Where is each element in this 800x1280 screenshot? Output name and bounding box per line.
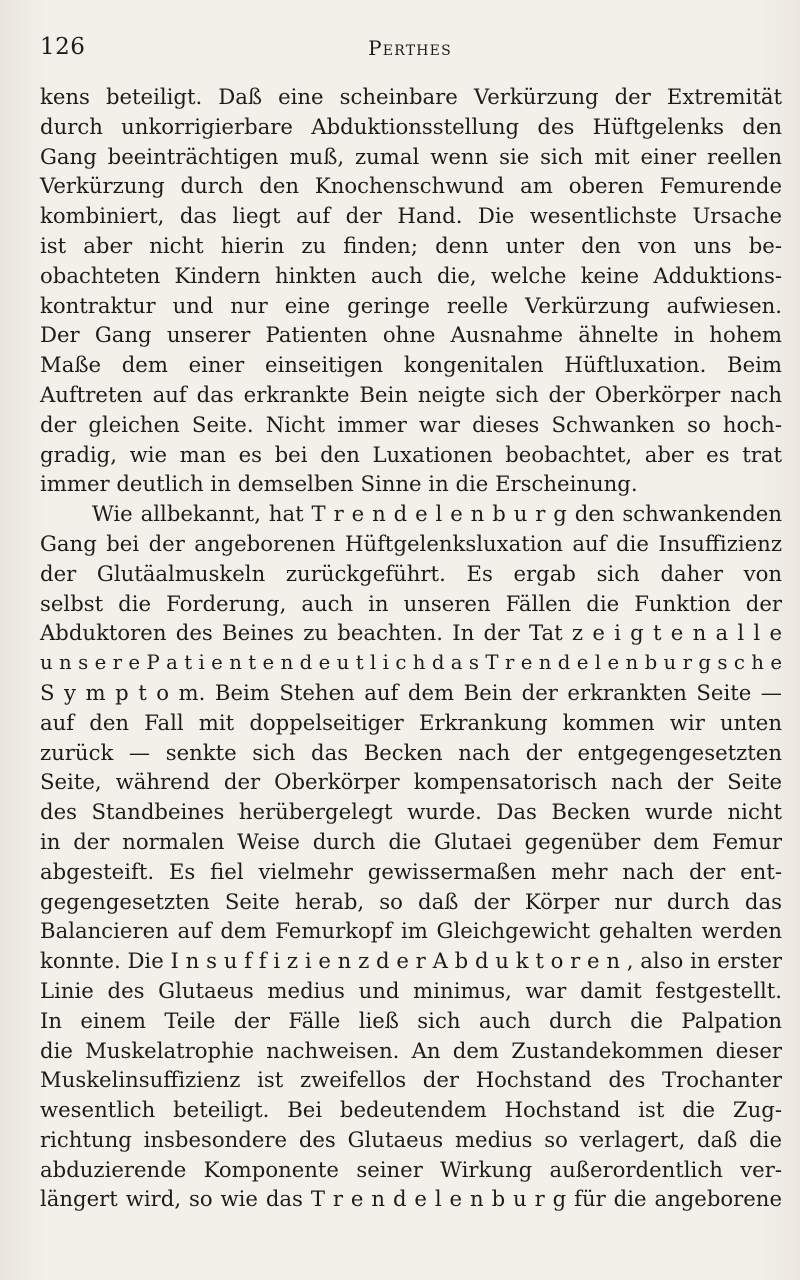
- text-line: zurück — senkte sich das Becken nach der entgegengesetzten: [40, 739, 782, 765]
- text-line: in der normalen Weise durch die Glutaei gegenüber dem Femur: [40, 828, 782, 854]
- page-number: 126: [40, 34, 86, 60]
- text-line: längert wird, so wie das T r e n d e l e n b u r g für die angeborene: [40, 1186, 782, 1212]
- text-line: gegengesetzten Seite herab, so daß der Körper nur durch das: [40, 888, 782, 914]
- text-line: Auftreten auf das erkrankte Bein neigte sich der Oberkörper nach: [40, 381, 782, 407]
- text-line: Balancieren auf dem Femurkopf im Gleichgewicht gehalten werden: [40, 918, 782, 944]
- text-line: abduzierende Komponente seiner Wirkung außerordentlich ver-: [40, 1156, 782, 1182]
- text-line: Muskelinsuffizienz ist zweifellos der Hochstand des Trochanter: [40, 1067, 782, 1093]
- text-line: gradig, wie man es bei den Luxationen beobachtet, aber es trat: [40, 441, 782, 467]
- text-line: kontraktur und nur eine geringe reelle Verkürzung aufwiesen.: [40, 292, 782, 318]
- text-line: Maße dem einer einseitigen kongenitalen Hüftluxation. Beim: [40, 352, 782, 378]
- text-line: immer deutlich in demselben Sinne in die Erscheinung.: [40, 471, 638, 497]
- text-line: konnte. Die I n s u f f i z i e n z d e r A b d u k t o r e n , also in erster: [40, 948, 782, 974]
- text-line: Gang beeinträchtigen muß, zumal wenn sie sich mit einer reellen: [40, 143, 782, 169]
- text-line: des Standbeines herübergelegt wurde. Das Becken wurde nicht: [40, 799, 782, 825]
- text-line: Seite, während der Oberkörper kompensatorisch nach der Seite: [40, 769, 782, 795]
- running-head: Perthes: [368, 36, 452, 60]
- text-line: wesentlich beteiligt. Bei bedeutendem Hochstand ist die Zug-: [40, 1097, 782, 1123]
- text-line: Gang bei der angeborenen Hüftgelenksluxation auf die Insuffizienz: [40, 530, 782, 556]
- text-line: Wie allbekannt, hat T r e n d e l e n b u r g den schwankenden: [92, 501, 782, 527]
- body-text: [40, 82, 782, 1214]
- text-line: selbst die Forderung, auch in unseren Fällen die Funktion der: [40, 590, 782, 616]
- text-line: abgesteift. Es fiel vielmehr gewissermaßen mehr nach der ent-: [40, 858, 782, 884]
- text-line: Abduktoren des Beines zu beachten. In der Tat z e i g t e n a l l e: [40, 620, 782, 646]
- text-line: In einem Teile der Fälle ließ sich auch durch die Palpation: [40, 1007, 782, 1033]
- text-line: Linie des Glutaeus medius und minimus, war damit festgestellt.: [40, 977, 782, 1003]
- text-line: durch unkorrigierbare Abduktionsstellung des Hüftgelenks den: [40, 113, 782, 139]
- text-line: auf den Fall mit doppelseitiger Erkrankung kommen wir unten: [40, 709, 782, 735]
- text-line: der gleichen Seite. Nicht immer war dieses Schwanken so hoch-: [40, 411, 782, 437]
- text-line: richtung insbesondere des Glutaeus medius so verlagert, daß die: [40, 1126, 782, 1152]
- page-header: [40, 34, 780, 64]
- text-line: ist aber nicht hierin zu finden; denn unter den von uns be-: [40, 232, 782, 258]
- text-line: der Glutäalmuskeln zurückgeführt. Es ergab sich daher von: [40, 560, 782, 586]
- text-line: obachteten Kindern hinkten auch die, welche keine Adduktions-: [40, 262, 782, 288]
- text-line: kens beteiligt. Daß eine scheinbare Verkürzung der Extremität: [40, 84, 782, 109]
- text-line: S y m p t o m. Beim Stehen auf dem Bein der erkrankten Seite —: [40, 679, 782, 705]
- text-line: die Muskelatrophie nachweisen. An dem Zustandekommen dieser: [40, 1037, 782, 1063]
- text-line: kombiniert, das liegt auf der Hand. Die wesentlichste Ursache: [40, 203, 782, 229]
- text-line: u n s e r e P a t i e n t e n d e u t l i c h d a s T r e n d e l e n b u r g s c h e: [40, 651, 782, 675]
- text-line: Verkürzung durch den Knochenschwund am oberen Femurende: [40, 173, 782, 199]
- text-line: Der Gang unserer Patienten ohne Ausnahme ähnelte in hohem: [40, 322, 782, 348]
